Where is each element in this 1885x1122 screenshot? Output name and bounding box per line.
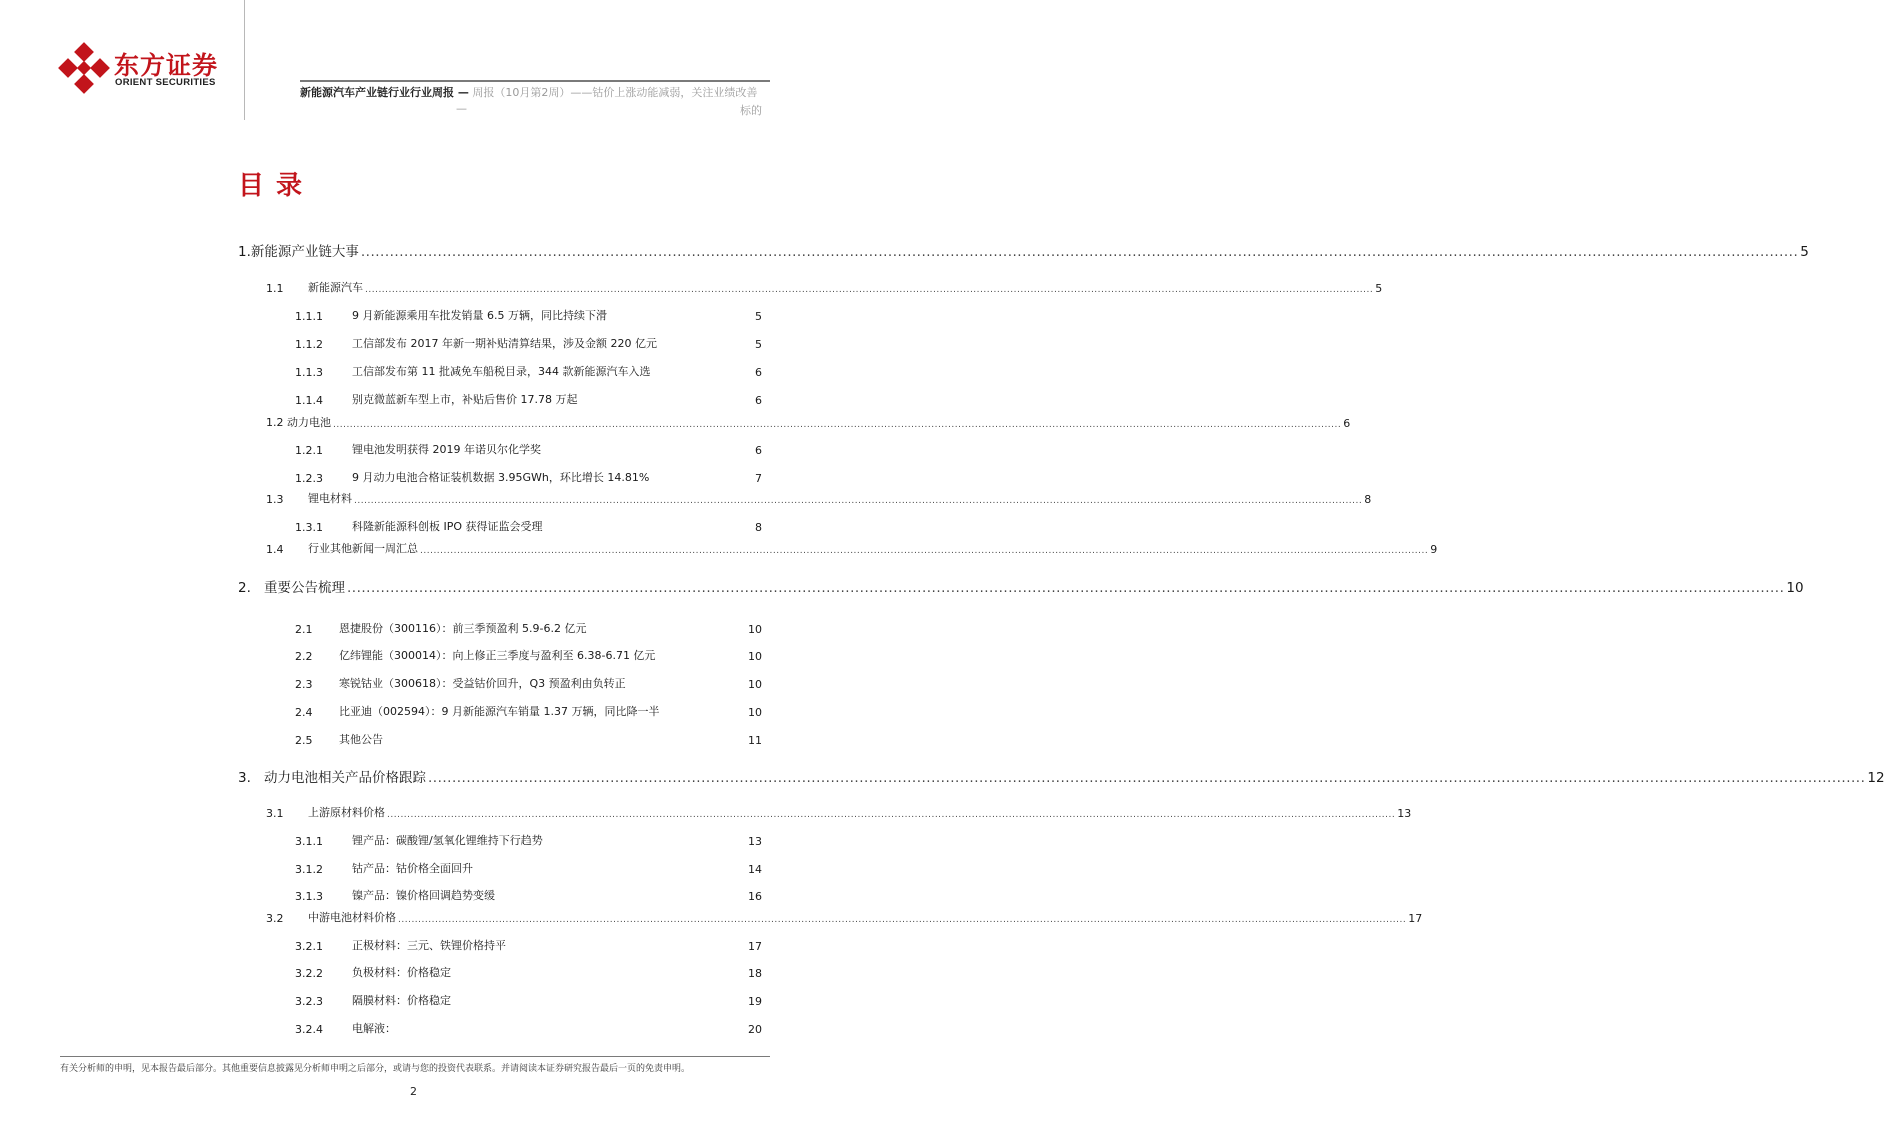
toc-entry-title: 锂产品：碳酸锂/氢氧化锂维持下行趋势 [352, 834, 543, 847]
toc-entry[interactable] [238, 437, 762, 457]
header-continuation-left: — [456, 102, 467, 115]
toc-entry-number: 2.3 [295, 678, 313, 691]
toc-entry-number: 1.1.4 [295, 394, 323, 407]
toc-page-number: 12 [1867, 770, 1885, 786]
toc-entry-number: 2. [238, 580, 251, 596]
header-continuation-right: 标的 [740, 104, 762, 117]
toc-leader-dots: ............................................................................................................................................................................................................................................................................................................ [365, 285, 1374, 295]
toc-page-number: 9 [1430, 543, 1438, 556]
toc-entry-number: 1.4 [266, 543, 284, 556]
toc-leader-dots: ............................................................................................................................................................................................................................................................................................................ [354, 496, 1363, 506]
toc-entry-title: 负极材料：价格稳定 [352, 966, 451, 979]
toc-entry-title: 工信部发布 2017 年新一期补贴清算结果，涉及金额 220 亿元 [352, 337, 657, 350]
toc-page-number: 18 [748, 967, 762, 980]
toc-entry-number: 1.3 [266, 493, 284, 506]
toc-page-number: 13 [748, 835, 762, 848]
toc-entry-number: 1.2.3 [295, 472, 323, 485]
toc-page-number: 16 [748, 890, 762, 903]
toc-entry[interactable] [238, 576, 1804, 596]
toc-page-number: 8 [1364, 493, 1372, 506]
toc-entry[interactable] [238, 303, 762, 323]
toc-entry-title: 9 月新能源乘用车批发销量 6.5 万辆，同比持续下滑 [352, 309, 607, 322]
toc-entry-title: 行业其他新闻一周汇总 [308, 542, 418, 555]
toc-entry[interactable] [238, 905, 1423, 925]
toc-entry-number: 3.1.3 [295, 890, 323, 903]
toc-page-number: 10 [748, 650, 762, 663]
toc-entry-title: 别克微蓝新车型上市，补贴后售价 17.78 万起 [352, 393, 578, 406]
toc-entry[interactable] [238, 486, 1372, 506]
toc-leader-dots: ............................................................................................................................................................................................................................................................................................................ [428, 770, 1866, 786]
toc-entry-title: 锂电池发明获得 2019 年诺贝尔化学奖 [352, 443, 541, 456]
header-divider-vertical [244, 0, 245, 120]
toc-page-number: 6 [755, 366, 762, 379]
toc-page-number: 5 [1375, 282, 1383, 295]
logo-chinese-name: 东方证券 [114, 51, 219, 80]
toc-entry-number: 3.1.2 [295, 863, 323, 876]
toc-page-number: 8 [755, 521, 762, 534]
toc-entry-title: 恩捷股份（300116）：前三季预盈利 5.9-6.2 亿元 [339, 622, 587, 635]
toc-entry-title: 钴产品：钴价格全面回升 [352, 862, 473, 875]
toc-entry[interactable] [238, 616, 762, 636]
toc-page-number: 5 [755, 338, 762, 351]
logo-english-name: ORIENT SECURITIES [115, 77, 216, 88]
header-rule [300, 80, 770, 82]
toc-entry-number: 1.1 [266, 282, 284, 295]
toc-entry[interactable] [238, 988, 762, 1008]
toc-leader-dots: ............................................................................................................................................................................................................................................................................................................ [387, 810, 1396, 820]
toc-entry-title: 隔膜材料：价格稳定 [352, 994, 451, 1007]
toc-entry-number: 1.1.3 [295, 366, 323, 379]
toc-page-number: 10 [748, 678, 762, 691]
toc-leader-dots: ............................................................................................................................................................................................................................................................................................................ [398, 915, 1407, 925]
toc-leader-dots: ............................................................................................................................................................................................................................................................................................................ [333, 420, 1342, 430]
toc-page-number: 19 [748, 995, 762, 1008]
toc-entry[interactable] [238, 1016, 762, 1036]
toc-entry-title: 亿纬锂能（300014）：向上修正三季度与盈利至 6.38-6.71 亿元 [339, 649, 656, 662]
running-header [300, 84, 770, 100]
toc-entry[interactable] [238, 240, 1809, 260]
toc-entry-title: 9 月动力电池合格证装机数据 3.95GWh，环比增长 14.81% [352, 471, 650, 484]
toc-page-number: 6 [755, 394, 762, 407]
toc-entry[interactable] [238, 536, 1438, 556]
toc-entry[interactable] [238, 883, 762, 903]
toc-entry-title: 1.2 动力电池 [266, 416, 331, 429]
toc-entry[interactable] [238, 275, 1383, 295]
toc-entry-title: 科隆新能源科创板 IPO 获得证监会受理 [352, 520, 543, 533]
toc-entry-title: 上游原材料价格 [308, 806, 385, 819]
toc-entry-number: 1.2.1 [295, 444, 323, 457]
toc-entry-number: 1.1.1 [295, 310, 323, 323]
toc-entry-number: 3.2.4 [295, 1023, 323, 1036]
toc-entry[interactable] [238, 933, 762, 953]
toc-entry[interactable] [238, 727, 762, 747]
toc-entry-number: 3.1 [266, 807, 284, 820]
toc-title: 目录 [238, 171, 315, 201]
toc-entry-number: 1.1.2 [295, 338, 323, 351]
toc-entry-title: 比亚迪（002594）：9 月新能源汽车销量 1.37 万辆，同比降一半 [339, 705, 660, 718]
toc-entry[interactable] [238, 359, 762, 379]
toc-page-number: 11 [748, 734, 762, 747]
toc-page-number: 13 [1397, 807, 1412, 820]
toc-entry[interactable] [238, 514, 762, 534]
toc-entry[interactable] [238, 410, 1351, 430]
toc-page-number: 6 [755, 444, 762, 457]
report-title: 新能源汽车产业链行业行业周报 — [300, 86, 469, 99]
toc-page-number: 7 [755, 472, 762, 485]
toc-page-number: 5 [1800, 244, 1809, 260]
toc-entry-number: 1.3.1 [295, 521, 323, 534]
toc-page-number: 10 [748, 623, 762, 636]
footer-rule [60, 1056, 770, 1057]
toc-leader-dots: ............................................................................................................................................................................................................................................................................................................ [347, 580, 1785, 596]
toc-entry-title: 工信部发布第 11 批减免车船税目录，344 款新能源汽车入选 [352, 365, 651, 378]
toc-page-number: 17 [748, 940, 762, 953]
toc-entry-title: 电解液： [352, 1022, 396, 1035]
toc-entry-title: 锂电材料 [308, 492, 352, 505]
toc-leader-dots: ............................................................................................................................................................................................................................................................................................................ [420, 546, 1429, 556]
toc-entry[interactable] [238, 465, 762, 485]
toc-entry[interactable] [238, 699, 762, 719]
logo-mark-icon [60, 44, 108, 92]
toc-entry-title: 正极材料：三元、铁锂价格持平 [352, 939, 506, 952]
toc-entry-number: 3.2.1 [295, 940, 323, 953]
toc-entry-title: 1.新能源产业链大事 [238, 244, 359, 260]
toc-entry-number: 2.2 [295, 650, 313, 663]
footer-disclaimer: 有关分析师的申明，见本报告最后部分。其他重要信息披露见分析师申明之后部分，或请与您的投资代表联系。并请阅读本证券研究报告最后一页的免责申明。 [60, 1064, 691, 1074]
toc-entry-title: 重要公告梳理 [264, 580, 345, 596]
toc-entry[interactable] [238, 828, 762, 848]
toc-page-number: 5 [755, 310, 762, 323]
toc-page-number: 17 [1408, 912, 1423, 925]
toc-entry-number: 2.4 [295, 706, 313, 719]
toc-entry-title: 其他公告 [339, 733, 383, 746]
toc-page-number: 6 [1343, 417, 1351, 430]
company-logo [60, 44, 240, 94]
toc-entry[interactable] [238, 331, 762, 351]
toc-entry[interactable] [238, 643, 762, 663]
toc-entry-number: 2.1 [295, 623, 313, 636]
toc-entry-number: 3.2.2 [295, 967, 323, 980]
toc-page-number: 10 [1786, 580, 1804, 596]
toc-page-number: 10 [748, 706, 762, 719]
toc-entry-number: 2.5 [295, 734, 313, 747]
toc-page-number: 14 [748, 863, 762, 876]
toc-leader-dots: ............................................................................................................................................................................................................................................................................................................ [360, 244, 1799, 260]
toc-entry-title: 寒锐钴业（300618）：受益钴价回升，Q3 预盈利由负转正 [339, 677, 626, 690]
toc-entry-title: 中游电池材料价格 [308, 911, 396, 924]
toc-entry[interactable] [238, 800, 1412, 820]
toc-entry[interactable] [238, 766, 1885, 786]
toc-entry-title: 新能源汽车 [308, 281, 363, 294]
toc-entry[interactable] [238, 856, 762, 876]
toc-entry-number: 3.1.1 [295, 835, 323, 848]
toc-entry-title: 镍产品：镍价格回调趋势变缓 [352, 889, 495, 902]
toc-entry-number: 3.2.3 [295, 995, 323, 1008]
report-subtitle: 周报（10月第2周）——钴价上涨动能减弱，关注业绩改善 [472, 86, 758, 99]
toc-entry-title: 动力电池相关产品价格跟踪 [264, 770, 426, 786]
toc-entry-number: 3. [238, 770, 251, 786]
toc-entry[interactable] [238, 387, 762, 407]
toc-entry-number: 3.2 [266, 912, 284, 925]
page-number: 2 [410, 1085, 417, 1098]
toc-page-number: 20 [748, 1023, 762, 1036]
toc-entry[interactable] [238, 960, 762, 980]
toc-entry[interactable] [238, 671, 762, 691]
